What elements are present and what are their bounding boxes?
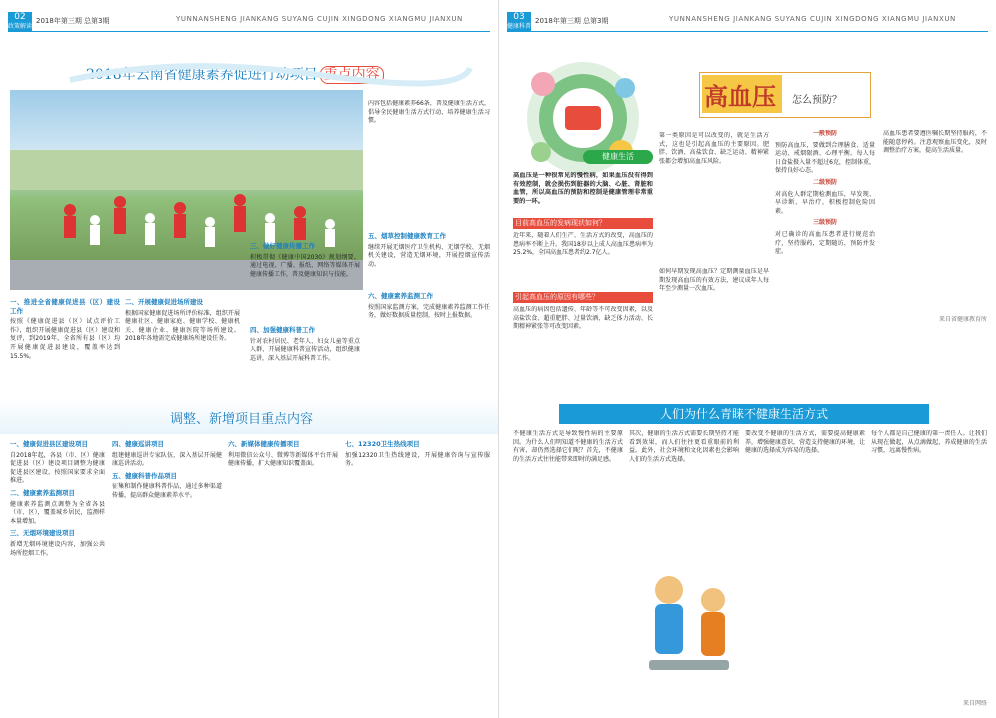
people-illustration: [629, 560, 749, 700]
left-col3: [250, 242, 360, 322]
col4-text: 针对农村居民、老年人、妇女儿童等重点人群，开展健康科普宣传活动，组织健康巡讲，深入基层开展科普工作。: [250, 337, 360, 362]
right-section-label: 健康科普: [507, 23, 532, 30]
left-col1: [10, 298, 120, 388]
title-swirl-decoration: [60, 50, 480, 90]
q1-text: 近年来，随着人们生产、生活方式的改变，高血压的患病率不断上升。我国18岁以上成人高血压患病率为25.2%，全国高血压患者约2.7亿人。: [513, 232, 653, 257]
right-issue-info: 2018年第三期 总第3期: [535, 17, 609, 25]
bottom-text2: 其次，健康的生活方式需要长期坚持才能看到效果，而人们往往更看重眼前的利益。此外，社会环境和文化因素也会影响人们的生活方式选择。: [629, 430, 739, 463]
b3-heading: 三、无烟环境建设项目: [10, 529, 75, 538]
q2-label: 引起高血压的原因有哪些？: [513, 292, 653, 303]
sec-third-label: 三级预防: [812, 219, 837, 227]
col6-heading: 五、烟草控制健康教育工作: [368, 232, 446, 240]
healthy-life-banner: 健康生活: [583, 150, 653, 164]
col3-heading: 三、做好健康传播工作: [250, 242, 315, 250]
col7-text: 按照国家监测方案，完成健康素养监测工作任务，做好数据质量控制，按时上报数据。: [368, 303, 490, 320]
right-header-english: YUNNANSHENG JIANKANG SUYANG CUJIN XINGDONG XIANGMU JIANXUN: [669, 15, 956, 23]
b2-heading: 二、健康素养监测项目: [10, 488, 75, 497]
prevention-column: [775, 130, 875, 400]
bottom-credit: 来自网络: [962, 700, 987, 707]
hbp-intro: 高血压是一种很常见的慢性病，如果血压没有得到有效控制，就会损伤到脏器的大脑、心脏、肾脏和血管，所以高血压的预防和控制是健康管理非常重要的一环。: [513, 172, 653, 205]
bottom-col4: [345, 440, 490, 710]
b5-heading: 五、健康科普作品项目: [112, 471, 177, 480]
second-text: 对高危人群定期检测血压，早发现、早诊断、早治疗，积极控制危险因素。: [775, 190, 875, 215]
col1-heading: 一、推进全省健康促进县（区）建设工作: [10, 298, 120, 315]
left-col6: [368, 232, 490, 287]
col4-heading: 四、加强健康科普工作: [250, 326, 315, 334]
b6-heading: 六、新媒体健康传播项目: [228, 440, 300, 448]
mid-text: 第一类原因是可以改变的，就是生活方式，这也是引起高血压的主要原因。肥胖、饮酒、高盐饮食、缺乏运动、精神紧张都会增加高血压风险。: [659, 132, 769, 165]
b1-heading: 一、健康促进县区建设项目: [10, 440, 88, 448]
sec-general-label: 一般预防: [812, 130, 837, 137]
b4-heading: 四、健康巡讲项目: [112, 440, 164, 448]
right-page-number-badge: [507, 12, 531, 32]
left-band-title: 调整、新增项目重点内容: [170, 412, 314, 427]
left-header: [0, 6, 498, 32]
third-text: 对已确诊的高血压患者进行规范治疗，坚持服药，定期随访，预防并发症。: [775, 230, 875, 256]
b2-text: 健康素养监测点调整为全省各县（市、区），覆盖城乡居民，监测样本量增加。: [10, 500, 105, 525]
q1-label: 目前高血压的发病现状如何？: [513, 218, 653, 229]
hbp-subtitle: 怎么预防？: [792, 95, 842, 106]
left-page-number: 02: [14, 12, 26, 22]
col2-text: 根据国家健康促进场所评价标准，组织开展健康社区、健康家庭、健康学校、健康机关、健康企业、健康医院等场所建设。2018年各地需完成健康场所建设任务。: [125, 309, 240, 343]
right-column-text: 高血压患者要遵医嘱长期坚持服药，不能随意停药。注意观察血压变化，及时调整治疗方案，提高生活质量。: [883, 130, 987, 155]
bottom-col1: [10, 440, 105, 710]
col7-heading: 六、健康素养监测工作: [368, 292, 433, 300]
left-col4: [250, 326, 360, 406]
col2-heading: 二、开展健康促进场所建设: [125, 298, 203, 306]
mid-text2: 如何早期发现高血压？定期测量血压是早期发现高血压的有效方法，建议成年人每年至少测量一次血压。: [659, 268, 769, 293]
left-title-highlight: 重点内容: [320, 66, 384, 84]
left-col5: [368, 100, 490, 230]
left-header-english: YUNNANSHENG JIANKANG SUYANG CUJIN XINGDONG XIANGMU JIANXUN: [176, 15, 463, 23]
col1-text: 按照《健康促进县（区）试点评价工作》，组织开展健康促进县（区）建设和复评，到2019年，全省所有县（区）均开展健康促进县建设，覆盖率达到15.5%。: [10, 318, 120, 360]
col6-text: 继续开展无烟医疗卫生机构、无烟学校、无烟机关建设，营造无烟环境，开展控烟宣传活动。: [368, 243, 490, 268]
left-section-label: 政策解读: [8, 23, 33, 30]
b6-text: 利用微信公众号、微博等新媒体平台开展健康传播，扩大健康知识覆盖面。: [228, 451, 338, 468]
b7-text: 加强12320卫生热线建设，开展健康咨询与宣传服务。: [345, 451, 490, 468]
general-text: 预防高血压，要做到合理膳食、适量运动、戒烟限酒、心理平衡。每人每日食盐摄入量不超过6克，控制体重，保持良好心态。: [775, 141, 875, 175]
b5-text: 征集和制作健康科普作品，通过多种渠道传播，提高群众健康素养水平。: [112, 483, 222, 499]
col5-text: 内容包括健康素养66条，普及健康生活方式，倡导全民健康生活方式行动，培养健康生活习惯。: [368, 100, 490, 125]
hbp-title: 高血压: [704, 82, 776, 111]
right-page-number: 03: [513, 12, 525, 22]
left-col7: [368, 292, 490, 392]
right-band-title: 人们为什么青睐不健康生活方式: [559, 404, 929, 424]
b7-heading: 七、12320卫生热线项目: [345, 440, 420, 448]
right-credit: 来自省健康教育所: [938, 316, 987, 323]
sec-second-label: 二级预防: [812, 178, 837, 186]
left-page-number-badge: [8, 12, 32, 32]
b3-text: 新增无烟环境建设内容，加强公共场所控烟工作。: [10, 540, 105, 557]
left-title-main: 2018年云南省健康素养促进行动项目: [86, 67, 318, 83]
bottom-col3: [228, 440, 338, 710]
bottom-text1: 不健康生活方式是导致慢性病的主要原因。为什么人们明知道不健康的生活方式有害，却仍然选择它们呢？首先，不健康的生活方式往往能带来即时的满足感。: [513, 430, 623, 463]
bottom-col2: [112, 440, 222, 710]
bottom-text3: 要改变不健康的生活方式，需要提高健康素养，增强健康意识，营造支持健康的环境，让健康的选择成为容易的选择。: [745, 430, 865, 455]
q2-text: 高血压的病因包括遗传、年龄等不可改变因素，以及高盐饮食、超重肥胖、过量饮酒、缺乏体力活动、长期精神紧张等可改变因素。: [513, 306, 653, 331]
bottom-text4: 每个人都是自己健康的第一责任人。让我们从现在做起，从点滴做起，养成健康的生活习惯，远离慢性病。: [871, 430, 987, 455]
right-header: [499, 6, 996, 32]
hbp-title-box: [699, 72, 871, 118]
left-issue-info: 2018年第三期 总第3期: [36, 17, 110, 25]
col3-text: 积极贯彻《健康中国2030》规划纲要，通过电视、广播、报纸、网络等媒体开展健康传播工作，普及健康知识与技能。: [250, 253, 360, 278]
b4-text: 组建健康巡讲专家队伍，深入基层开展健康巡讲活动。: [112, 451, 222, 468]
right-page: [498, 0, 996, 718]
b1-text: 自2018年起，各县（市、区）健康促进县（区）建设项目调整为健康促进县区建设，按照国家要求全面推进。: [10, 451, 105, 485]
